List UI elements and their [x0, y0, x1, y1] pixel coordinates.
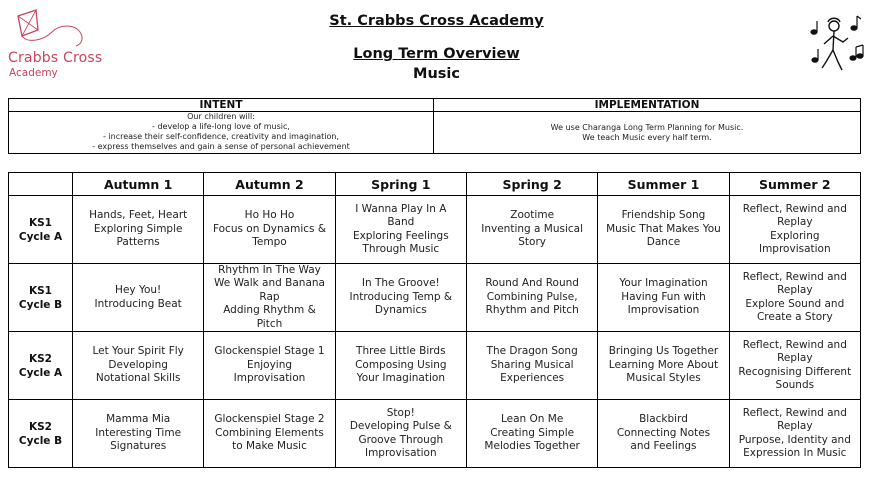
unit-cell: [335, 264, 466, 332]
unit-text-line: Dance: [646, 236, 681, 249]
unit-text-line: Musical Styles: [626, 372, 701, 385]
unit-text-line: Story: [518, 236, 547, 249]
term-heading: Autumn 2: [204, 173, 335, 196]
intent-cell: [9, 112, 434, 154]
implementation-line: We teach Music every half term.: [582, 132, 712, 142]
implementation-heading: IMPLEMENTATION: [434, 99, 861, 112]
term-heading: Summer 2: [729, 173, 860, 196]
unit-text-line: Improvisation: [627, 304, 700, 317]
unit-text-line: Having Fun with: [621, 290, 706, 303]
unit-cell: [466, 332, 597, 400]
unit-text-line: Mamma Mia: [106, 413, 171, 426]
unit-cell: [204, 332, 335, 400]
row-label: [9, 264, 73, 332]
unit-text-line: Sharing Musical: [490, 358, 574, 371]
term-heading: Summer 1: [598, 173, 729, 196]
unit-text-line: Let Your Spirit Fly: [92, 345, 184, 358]
unit-cell: [729, 400, 860, 468]
row-label-line: Cycle A: [18, 366, 63, 379]
unit-cell: [204, 264, 335, 332]
unit-cell: [204, 196, 335, 264]
unit-text-line: Focus on Dynamics &: [212, 222, 327, 235]
unit-text-line: Replay: [777, 352, 813, 365]
unit-text-line: Hey You!: [115, 284, 162, 297]
implementation-cell: [434, 112, 861, 154]
unit-text-line: Replay: [777, 420, 813, 433]
plan-row: [9, 400, 861, 468]
unit-text-line: Signatures: [110, 440, 167, 453]
document-title: Long Term Overview: [353, 46, 520, 62]
unit-text-line: The Dragon Song: [486, 345, 578, 358]
page-header: [250, 13, 623, 86]
subject-title: Music: [413, 66, 460, 82]
unit-text-line: Your Imagination: [619, 277, 708, 290]
unit-text-line: Through Music: [362, 242, 440, 255]
unit-text-line: Tempo: [252, 236, 287, 249]
unit-text-line: Friendship Song: [621, 209, 706, 222]
school-logo: [4, 6, 114, 79]
unit-cell: [335, 332, 466, 400]
unit-text-line: Patterns: [116, 236, 160, 249]
row-label: [9, 332, 73, 400]
unit-text-line: Lean On Me: [500, 413, 564, 426]
unit-text-line: Glockenspiel Stage 2: [214, 413, 325, 426]
term-heading: Autumn 1: [73, 173, 204, 196]
unit-text-line: Reflect, Rewind and: [742, 202, 847, 215]
unit-text-line: Improvisation: [758, 242, 831, 255]
row-label: [9, 400, 73, 468]
unit-text-line: Composing Using: [355, 358, 447, 371]
unit-text-line: Reflect, Rewind and: [742, 338, 847, 351]
intent-implementation-table: [8, 98, 861, 154]
unit-text-line: Reflect, Rewind and: [742, 270, 847, 283]
unit-text-line: Create a Story: [756, 310, 833, 323]
unit-cell: [729, 196, 860, 264]
term-heading: Spring 1: [335, 173, 466, 196]
unit-text-line: Rhythm and Pitch: [485, 304, 579, 317]
unit-cell: [466, 264, 597, 332]
unit-text-line: to Make Music: [232, 440, 307, 453]
school-name: St. Crabbs Cross Academy: [329, 13, 544, 29]
row-label-line: KS1: [28, 284, 52, 297]
unit-text-line: Melodies Together: [484, 440, 580, 453]
unit-cell: [729, 332, 860, 400]
unit-text-line: Developing Pulse &: [349, 420, 452, 433]
unit-text-line: Adding Rhythm &: [223, 304, 316, 317]
unit-text-line: Rap: [259, 290, 280, 303]
unit-text-line: Purpose, Identity and: [738, 433, 851, 446]
row-label-line: KS2: [28, 420, 52, 433]
unit-text-line: Inventing a Musical: [481, 222, 584, 235]
unit-text-line: Exploring Feelings: [352, 229, 449, 242]
intent-line: Our children will:: [187, 112, 255, 121]
unit-text-line: Creating Simple: [490, 426, 575, 439]
row-label-line: Cycle A: [18, 230, 63, 243]
unit-cell: [335, 400, 466, 468]
unit-cell: [204, 400, 335, 468]
unit-text-line: Dynamics: [374, 304, 427, 317]
logo-name: Crabbs Cross: [8, 50, 103, 66]
dancing-figure-icon: [806, 12, 864, 78]
long-term-plan-table: [8, 172, 861, 468]
unit-text-line: Improvisation: [233, 372, 306, 385]
intent-line: - develop a life-long love of music,: [152, 122, 290, 131]
unit-cell: [598, 400, 729, 468]
plan-row: [9, 332, 861, 400]
row-label-line: KS1: [28, 216, 52, 229]
unit-text-line: Introducing Beat: [94, 297, 182, 310]
unit-text-line: Connecting Notes: [616, 426, 711, 439]
plan-row: [9, 196, 861, 264]
unit-cell: [598, 332, 729, 400]
unit-text-line: Combining Pulse,: [486, 290, 578, 303]
plan-header-row: [9, 173, 861, 196]
unit-text-line: Your Imagination: [356, 372, 445, 385]
row-label: [9, 196, 73, 264]
unit-text-line: Round And Round: [485, 277, 579, 290]
unit-text-line: Blackbird: [639, 413, 688, 426]
unit-text-line: Zootime: [510, 209, 555, 222]
unit-cell: [466, 196, 597, 264]
unit-text-line: Reflect, Rewind and: [742, 406, 847, 419]
unit-text-line: In The Groove!: [361, 277, 440, 290]
unit-text-line: Notational Skills: [95, 372, 181, 385]
unit-text-line: Recognising Different: [738, 365, 852, 378]
unit-text-line: Developing: [108, 358, 168, 371]
unit-text-line: Exploring Simple: [93, 222, 183, 235]
unit-text-line: Sounds: [775, 378, 815, 391]
unit-cell: [466, 400, 597, 468]
row-label-line: KS2: [28, 352, 52, 365]
unit-text-line: Improvisation: [364, 446, 437, 459]
term-heading: Spring 2: [466, 173, 597, 196]
row-label-line: Cycle B: [18, 434, 63, 447]
unit-text-line: Explore Sound and: [745, 297, 845, 310]
unit-text-line: Enjoying: [246, 358, 293, 371]
unit-text-line: Experiences: [500, 372, 565, 385]
unit-text-line: Combining Elements: [215, 426, 324, 439]
unit-text-line: Replay: [777, 216, 813, 229]
unit-text-line: Music That Makes You: [606, 222, 721, 235]
unit-cell: [73, 264, 204, 332]
unit-text-line: Ho Ho Ho: [244, 209, 295, 222]
unit-text-line: Bringing Us Together: [608, 345, 719, 358]
corner-cell: [9, 173, 73, 196]
unit-text-line: Learning More About: [608, 358, 719, 371]
unit-cell: [598, 196, 729, 264]
unit-text-line: Band: [387, 216, 415, 229]
unit-text-line: Replay: [777, 284, 813, 297]
unit-text-line: and Feelings: [630, 440, 697, 453]
unit-text-line: I Wanna Play In A: [355, 202, 447, 215]
unit-cell: [73, 196, 204, 264]
row-label-line: Cycle B: [18, 298, 63, 311]
unit-cell: [598, 264, 729, 332]
unit-text-line: Stop!: [386, 406, 415, 419]
intent-line: - increase their self-confidence, creativity and imagination,: [102, 132, 340, 141]
unit-cell: [73, 400, 204, 468]
plan-row: [9, 264, 861, 332]
implementation-line: We use Charanga Long Term Planning for Music.: [550, 122, 744, 132]
unit-text-line: Exploring: [770, 229, 820, 242]
unit-text-line: Three Little Birds: [356, 345, 446, 358]
unit-text-line: Expression In Music: [743, 446, 847, 459]
logo-subtitle: Academy: [9, 67, 58, 79]
unit-text-line: Glockenspiel Stage 1: [214, 345, 325, 358]
unit-text-line: Rhythm In The Way: [218, 264, 321, 276]
unit-text-line: Pitch: [256, 317, 283, 330]
intent-line: - express themselves and gain a sense of personal achievement: [92, 142, 350, 151]
unit-cell: [335, 196, 466, 264]
unit-cell: [73, 332, 204, 400]
unit-cell: [729, 264, 860, 332]
unit-text-line: Hands, Feet, Heart: [89, 209, 188, 222]
plan-body: [9, 196, 861, 468]
unit-text-line: We Walk and Banana: [214, 277, 325, 290]
unit-text-line: Groove Through: [358, 433, 444, 446]
intent-heading: INTENT: [9, 99, 434, 112]
unit-text-line: Interesting Time: [95, 426, 182, 439]
unit-text-line: Introducing Temp &: [349, 290, 453, 303]
